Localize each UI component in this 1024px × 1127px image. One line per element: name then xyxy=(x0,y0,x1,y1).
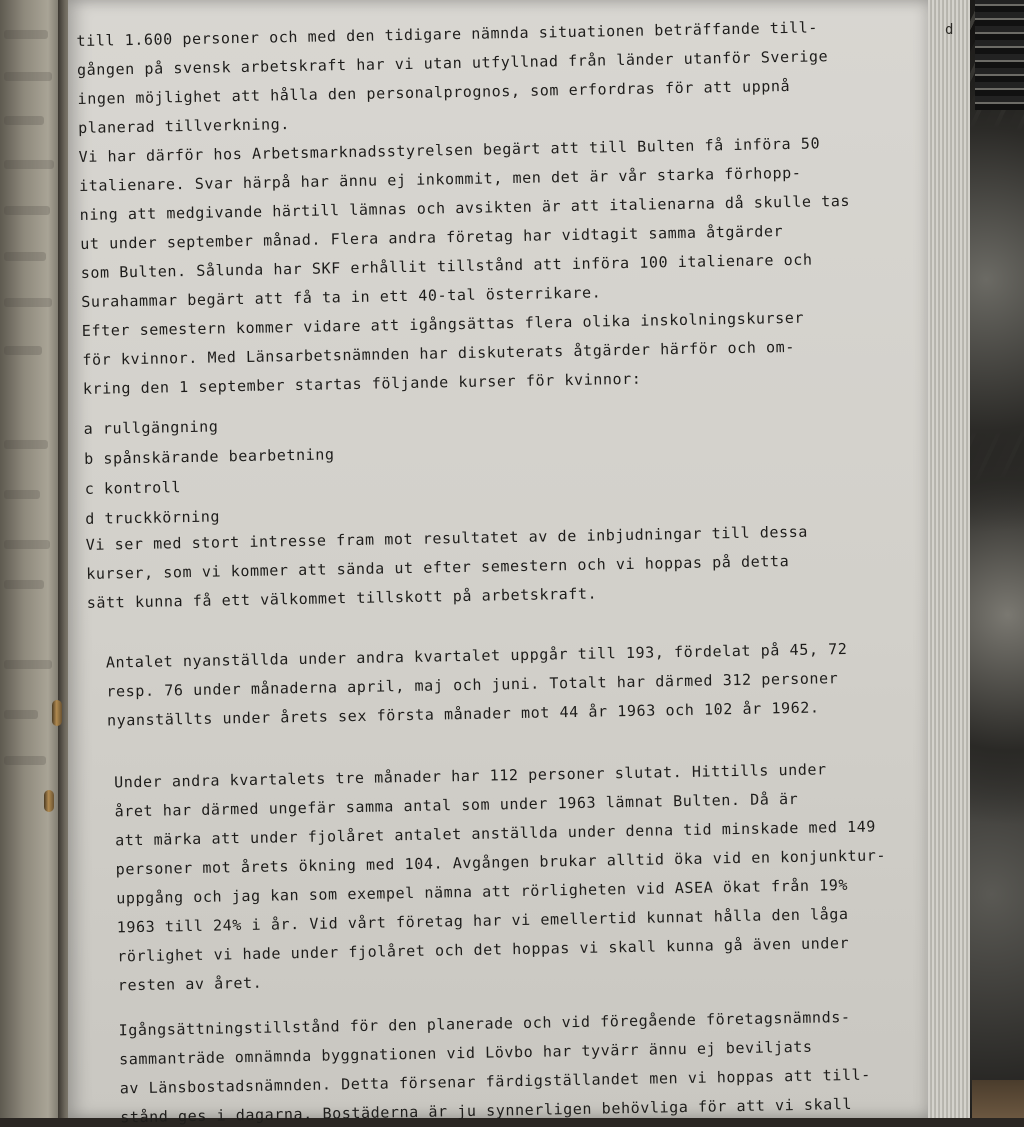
list-item: b spånskärande bearbetning xyxy=(84,445,335,468)
text-line: stånd ges i dagarna. Bostäderna är ju synnerligen behövliga för att vi skall xyxy=(120,1094,853,1127)
text-line: Surahammar begärt att få ta in ett 40-tal österrikare. xyxy=(81,283,602,311)
ghost-line xyxy=(4,298,52,307)
ghost-line xyxy=(4,116,44,125)
ghost-line xyxy=(4,160,54,169)
edge-mark: d xyxy=(945,22,954,38)
ghost-line xyxy=(4,710,38,719)
ghost-line xyxy=(4,440,48,449)
list-item: c kontroll xyxy=(84,478,182,498)
text-line: Under andra kvartalets tre månader har 112 personer slutat. Hittills under xyxy=(113,760,827,792)
text-line: att märka att under fjolåret antalet anställda under denna tid minskade med 149 xyxy=(115,817,877,850)
text-line: för kvinnor. Med Länsarbetsnämnden har diskuterats åtgärder härför och om- xyxy=(82,337,796,369)
text-line: 1963 till 24% i år. Vid vårt företag har vi emellertid kunnat hålla den låga xyxy=(116,904,849,937)
text-line: sammanträde omnämnda byggnationen vid Lövbo har tyvärr ännu ej beviljats xyxy=(119,1037,813,1069)
text-line: gången på svensk arbetskraft har vi utan utfyllnad från länder utanför Sverige xyxy=(76,47,829,79)
ghost-line xyxy=(4,540,50,549)
text-line: resten av året. xyxy=(117,973,263,995)
staple xyxy=(52,700,62,726)
text-line: kring den 1 september startas följande kurser för kvinnor: xyxy=(82,369,642,398)
text-line: rörlighet vi hade under fjolåret och det hoppas vi skall kunna gå även under xyxy=(117,933,850,966)
text-line: Igångsättningstillstånd för den planerade och vid föregående företagsnämnds- xyxy=(118,1007,851,1040)
text-line: resp. 76 under månaderna april, maj och juni. Totalt har därmed 312 personer xyxy=(106,669,839,701)
ghost-line xyxy=(4,252,46,261)
text-line: Vi ser med stort intresse fram mot resultatet av de inbjudningar till dessa xyxy=(85,522,809,554)
text-line: ut under september månad. Flera andra företag har vidtagit samma åtgärder xyxy=(80,222,784,253)
ghost-line xyxy=(4,490,40,499)
ghost-line xyxy=(4,206,50,215)
text-line: ingen möjlighet att hålla den personalprognos, som erfordras för att uppnå xyxy=(77,76,791,108)
ghost-line xyxy=(4,756,46,765)
text-line: ning att medgivande härtill lämnas och avsikten är att italienarna då skulle tas xyxy=(79,191,851,224)
ghost-line xyxy=(4,30,48,39)
text-line: året har därmed ungefär samma antal som under 1963 lämnat Bulten. Då är xyxy=(114,789,799,821)
ghost-line xyxy=(4,660,52,669)
text-line: som Bulten. Sålunda har SKF erhållit tillstånd att införa 100 italienare och xyxy=(80,250,813,282)
text-line: Antalet nyanställda under andra kvartalet uppgår till 193, fördelat på 45, 72 xyxy=(105,639,848,672)
bleed-through-text xyxy=(0,20,60,780)
text-line: sätt kunna få ett välkommet tillskott på arbetskraft. xyxy=(86,584,598,612)
ghost-line xyxy=(4,580,44,589)
text-line: av Länsbostadsnämnden. Detta försenar färdigställandet men vi hoppas att till- xyxy=(119,1065,871,1098)
desk-surface xyxy=(972,1080,1024,1118)
text-line: Vi har därför hos Arbetsmarknadsstyrelsen begärt att till Bulten få införa 50 xyxy=(78,134,821,166)
left-page xyxy=(0,0,60,1118)
text-line: planerad tillverkning. xyxy=(77,115,291,137)
text-line: personer mot årets ökning med 104. Avgången brukar alltid öka vid en konjunktur- xyxy=(115,846,887,879)
background-photo xyxy=(970,0,1024,1118)
list-item: d truckkörning xyxy=(85,507,221,528)
text-line: Efter semestern kommer vidare att igångsättas flera olika inskolningskurser xyxy=(81,308,805,340)
text-line: italienare. Svar härpå har ännu ej inkommit, men det är vår starka förhopp- xyxy=(79,163,802,195)
text-line: kurser, som vi kommer att sända ut efter semestern och vi hoppas på detta xyxy=(86,552,790,583)
staple xyxy=(44,790,54,812)
text-line: till 1.600 personer och med den tidigare nämnda situationen beträffande till- xyxy=(76,18,819,50)
list-item: a rullgängning xyxy=(83,417,219,438)
background-photo-top xyxy=(975,0,1024,110)
text-line: nyanställts under årets sex första månader mot 44 år 1963 och 102 år 1962. xyxy=(106,698,820,730)
ghost-line xyxy=(4,72,52,81)
text-line: uppgång och jag kan som exempel nämna att rörligheten vid ASEA ökat från 19% xyxy=(116,876,849,908)
ghost-line xyxy=(4,346,42,355)
